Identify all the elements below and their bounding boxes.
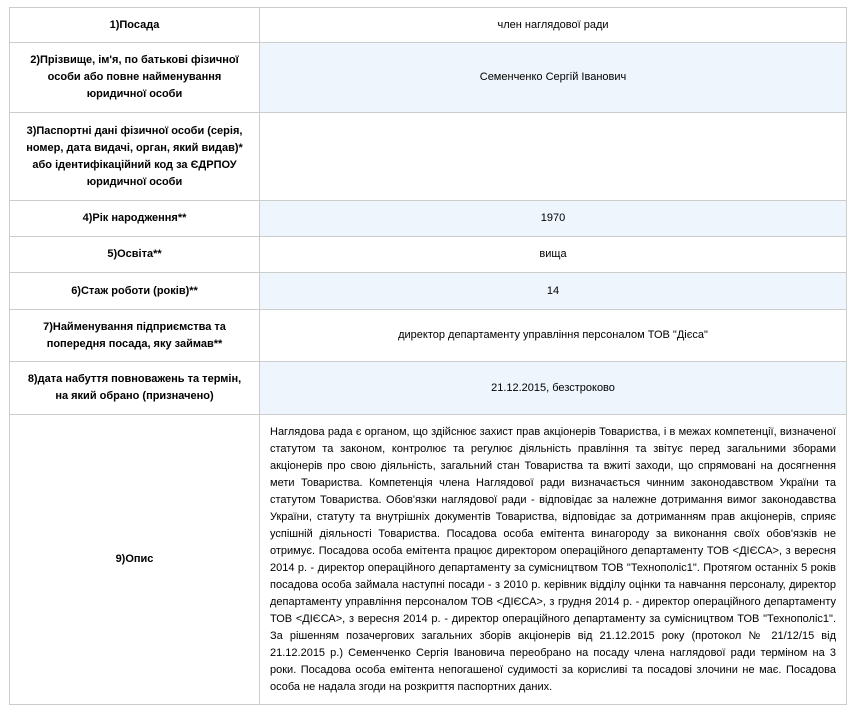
table-row-education	[10, 237, 847, 273]
row-value: вища	[260, 237, 847, 273]
table-row-description	[10, 415, 847, 705]
row-value: 21.12.2015, безстроково	[260, 362, 847, 415]
row-label: 7)Найменування підприємства та попередня посада, яку займав**	[10, 310, 260, 362]
row-value: 1970	[260, 201, 847, 237]
row-value: директор департаменту управління персоналом ТОВ "Дієса"	[260, 310, 847, 362]
row-label: 2)Прізвище, ім'я, по батькові фізичної особи або повне найменування юридичної особи	[10, 43, 260, 113]
row-label: 9)Опис	[10, 415, 260, 705]
table-row-full-name	[10, 43, 847, 113]
row-label: 8)дата набуття повноважень та термін, на який обрано (призначено)	[10, 362, 260, 415]
table-row-previous-position	[10, 310, 847, 362]
official-info-table	[9, 7, 847, 705]
row-value: член наглядової ради	[260, 8, 847, 43]
row-label: 5)Освіта**	[10, 237, 260, 273]
table-row-experience	[10, 273, 847, 310]
table-row-position	[10, 8, 847, 43]
table-row-birth-year	[10, 201, 847, 237]
table-row-passport	[10, 113, 847, 201]
row-label: 4)Рік народження**	[10, 201, 260, 237]
description-text: Наглядова рада є органом, що здійснює захист прав акціонерів Товариства, і в межах компетенції, визначеної статутом та законом, контролює та регулює діяльність правління та звітує перед загальними зборами акціонерів про свою діяльність, загальний стан Товариства та вжиті заходи, що спрямовані на досягнення мети Товариства. Компетенція члена Наглядової ради визначається чинним законодавством України та статутом Товариства. Обов'язки наглядової ради - відповідає за належне дотримання вимог законодавства України, статуту та внутрішніх документів Товариства, відповідає за дотриманням прав акціонерів, сприяє успішній діяльності Товариства. Посадова особа емітента винагороду за виконання своїх обов'язків не отримує. Посадова особа емітента працює директором операційного департаменту ТОВ <ДІЄСА>, з вересня 2014 р. - директор операційного департаменту за сумісництвом ТОВ "Технополіс1". Протягом останніх 5 років посадова особа займала наступні посади - з 2010 р. керівник відділу оцінки та навчання персоналу, директор департаменту управління персоналом ТОВ <ДІЄСА>, з грудня 2014 р. - директор операційного департаменту ТОВ <ДІЄСА>, з вересня 2014 р. - директор операційного департаменту за сумісництвом ТОВ "Технополіс1". За рішенням позачергових загальних зборів акціонерів від 21.12.2015 року (протокол № 21/12/15 від 21.12.2015 р.) Семенченко Сергія Івановича переобрано на посаду члена наглядової ради терміном на 3 роки. Посадова особа емітента непогашеної судимості за корисливі та посадові злочини не має. Посадова особа не надала згоди на розкриття паспортних даних.	[260, 415, 847, 705]
row-label: 6)Стаж роботи (років)**	[10, 273, 260, 310]
row-value	[260, 113, 847, 201]
row-value: 14	[260, 273, 847, 310]
table-row-appointment-date	[10, 362, 847, 415]
row-label: 3)Паспортні дані фізичної особи (серія, номер, дата видачі, орган, який видав)* або ідентифікаційний код за ЄДРПОУ юридичної особи	[10, 113, 260, 201]
row-value: Семенченко Сергій Іванович	[260, 43, 847, 113]
row-label: 1)Посада	[10, 8, 260, 43]
